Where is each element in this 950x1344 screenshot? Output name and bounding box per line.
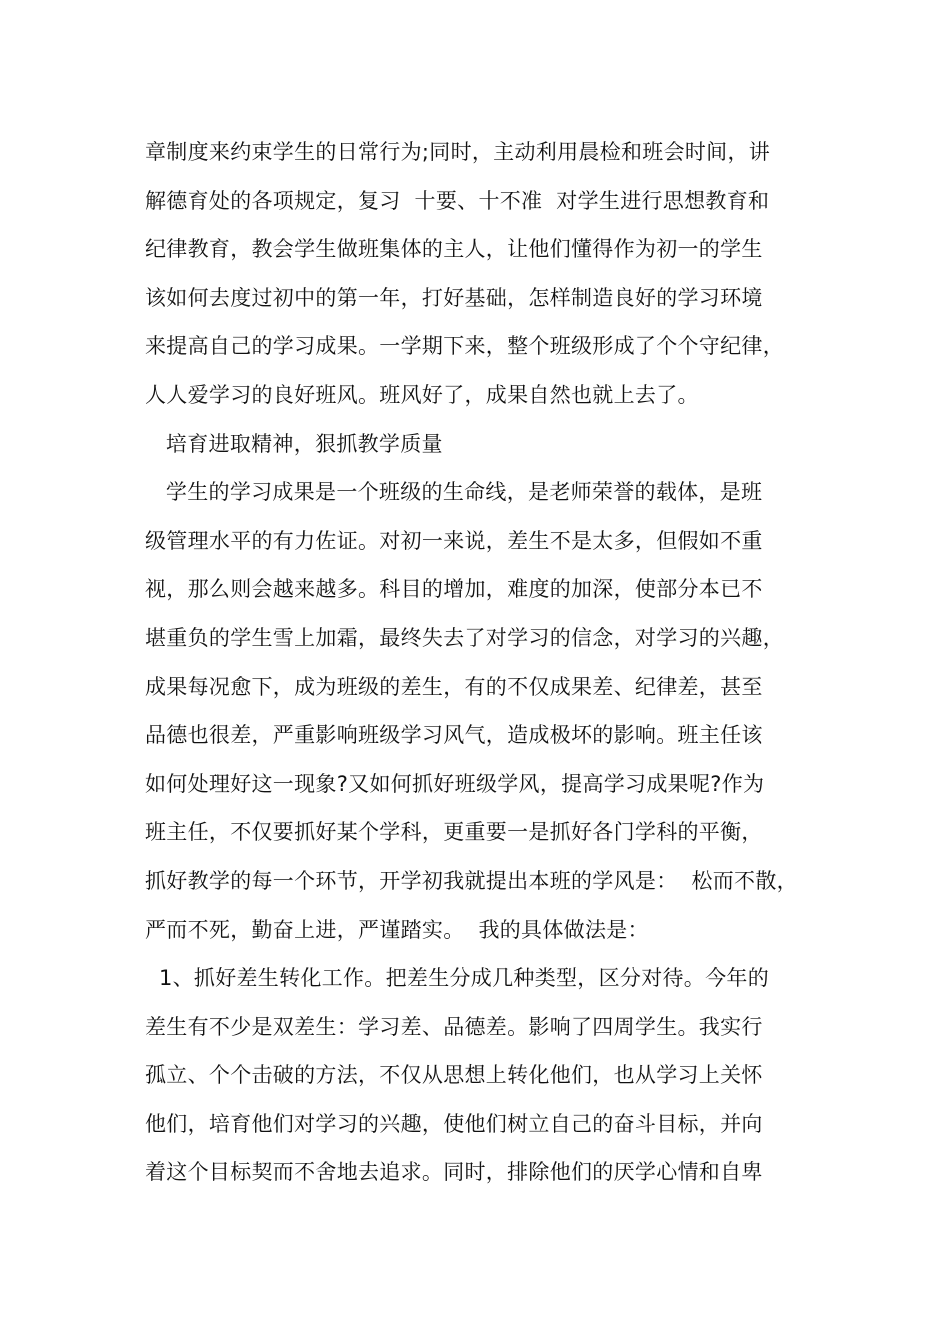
text-line-17: 严而不死，勤奋上进，严谨踏实。 我的具体做法是： bbox=[145, 917, 649, 942]
text-line-15: 班主任，不仅要抓好某个学科，更重要一是抓好各门学科的平衡， bbox=[145, 820, 763, 845]
text-line-4: 该如何去度过初中的第一年，打好基础，怎样制造良好的学习环境 bbox=[145, 285, 763, 310]
text-line-19: 差生有不少是双差生：学习差、品德差。影响了四周学生。我实行 bbox=[145, 1014, 763, 1039]
text-line-9: 级管理水平的有力佐证。对初一来说，差生不是太多，但假如不重 bbox=[145, 528, 763, 553]
text-line-6: 人人爱学习的良好班风。班风好了，成果自然也就上去了。 bbox=[145, 382, 699, 407]
list-item-1: 1、抓好差生转化工作。把差生分成几种类型，区分对待。今年的 bbox=[145, 966, 770, 991]
text-line-14: 如何处理好这一现象?又如何抓好班级学风，提高学习成果呢?作为 bbox=[145, 771, 765, 796]
text-line-8: 学生的学习成果是一个班级的生命线，是老师荣誉的载体，是班 bbox=[145, 480, 763, 505]
text-line-21: 他们，培育他们对学习的兴趣，使他们树立自己的奋斗目标，并向 bbox=[145, 1111, 763, 1136]
body-text bbox=[145, 128, 825, 1197]
text-line-16: 抓好教学的每一个环节，开学初我就提出本班的学风是： 松而不散， bbox=[145, 868, 798, 893]
section-heading: 培育进取精神，狠抓教学质量 bbox=[145, 431, 443, 456]
text-line-5: 来提高自己的学习成果。一学期下来，整个班级形成了个个守纪律， bbox=[145, 334, 784, 359]
text-line-1: 章制度来约束学生的日常行为;同时，主动利用晨检和班会时间，讲 bbox=[145, 140, 771, 164]
text-line-11: 堪重负的学生雪上加霜，最终失去了对学习的信念，对学习的兴趣， bbox=[145, 625, 784, 650]
text-line-20: 孤立、个个击破的方法，不仅从思想上转化他们，也从学习上关怀 bbox=[145, 1063, 763, 1088]
text-line-2: 解德育处的各项规定，复习 十要、十不准 对学生进行思想教育和 bbox=[145, 188, 770, 213]
text-line-13: 品德也很差，严重影响班级学习风气，造成极坏的影响。班主任该 bbox=[145, 723, 763, 748]
text-line-22: 着这个目标契而不舍地去追求。同时，排除他们的厌学心情和自卑 bbox=[145, 1160, 763, 1185]
text-line-10: 视，那么则会越来越多。科目的增加，难度的加深，使部分本已不 bbox=[145, 577, 763, 602]
text-line-12: 成果每况愈下，成为班级的差生，有的不仅成果差、纪律差，甚至 bbox=[145, 674, 763, 699]
text-line-3: 纪律教育，教会学生做班集体的主人，让他们懂得作为初一的学生 bbox=[145, 237, 763, 262]
